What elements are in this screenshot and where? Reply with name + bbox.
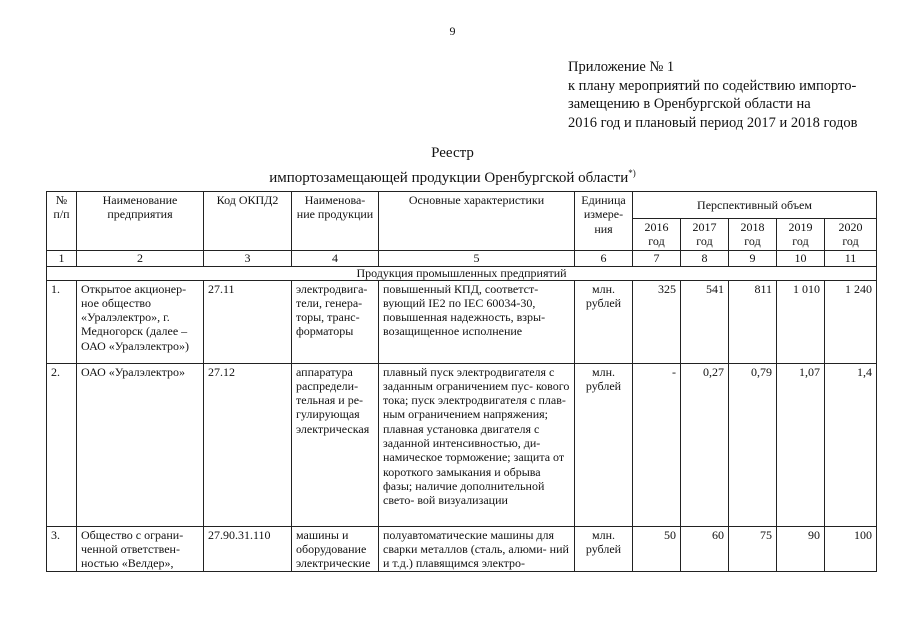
header-volume: Перспективный объем [633, 192, 877, 219]
header-unit: Единица измере- ния [575, 192, 633, 251]
row-code: 27.11 [204, 280, 292, 363]
registry-title-line2 [0, 163, 905, 188]
table-header-row [47, 192, 877, 219]
header-code: Код ОКПД2 [204, 192, 292, 251]
appendix-line: 2016 год и плановый период 2017 и 2018 годов [568, 114, 858, 131]
table-row [47, 526, 877, 572]
header-company: Наименование предприятия [77, 192, 204, 251]
column-index: 7 [633, 250, 681, 266]
row-specs: полуавтоматические машины для сварки металлов (сталь, алюми- ний и т.д.) плавящимся электро- [379, 526, 575, 572]
row-product: аппаратура распредели- тельная и ре- гулирующая электрическая [292, 363, 379, 526]
row-unit: млн. рублей [575, 363, 633, 526]
column-index: 3 [204, 250, 292, 266]
column-index: 10 [777, 250, 825, 266]
row-code: 27.12 [204, 363, 292, 526]
row-value-2020: 100 [825, 526, 877, 572]
row-company: Открытое акционер- ное общество «Уралэлектро», г. Медногорск (далее – ОАО «Уралэлектро») [77, 280, 204, 363]
header-num: № п/п [47, 192, 77, 251]
row-product: машины и оборудование электрические [292, 526, 379, 572]
column-index-row [47, 250, 877, 266]
header-year: 2016 год [633, 219, 681, 251]
row-unit: млн. рублей [575, 280, 633, 363]
section-title: Продукция промышленных предприятий [47, 266, 877, 280]
row-num: 1. [47, 280, 77, 363]
footnote-mark: *) [628, 168, 636, 178]
header-year: 2018 год [729, 219, 777, 251]
column-index: 5 [379, 250, 575, 266]
row-specs: плавный пуск электродвигателя с заданным ограничением пус- кового тока; пуск электродвигателя с плав- ным ограничением напряжения; плавная установка двигателя с заданной интенсивностью, ди- намическое торможение; защита от короткого замыкания и обрыва фазы; наличие дополнительной свето- вой визуализации [379, 363, 575, 526]
header-year: 2020 год [825, 219, 877, 251]
column-index: 9 [729, 250, 777, 266]
header-specs: Основные характеристики [379, 192, 575, 251]
appendix-line: замещению в Оренбургской области на [568, 96, 811, 112]
row-value-2016: - [633, 363, 681, 526]
row-value-2020: 1 240 [825, 280, 877, 363]
table-row [47, 280, 877, 363]
row-value-2016: 325 [633, 280, 681, 363]
column-index: 8 [681, 250, 729, 266]
row-value-2017: 60 [681, 526, 729, 572]
row-specs: повышенный КПД, соответст- вующий IE2 по IEC 60034-30, повышенная надежность, взры- возащищенное исполнение [379, 280, 575, 363]
row-value-2018: 0,79 [729, 363, 777, 526]
row-value-2018: 75 [729, 526, 777, 572]
column-index: 4 [292, 250, 379, 266]
row-num: 3. [47, 526, 77, 572]
row-company: Общество с ограни- ченной ответствен- ностью «Велдер», [77, 526, 204, 572]
registry-table [46, 191, 877, 572]
row-value-2017: 541 [681, 280, 729, 363]
row-value-2018: 811 [729, 280, 777, 363]
registry-title [0, 143, 905, 188]
registry-title-text: импортозамещающей продукции Оренбургской области [269, 170, 629, 186]
column-index: 11 [825, 250, 877, 266]
row-code: 27.90.31.110 [204, 526, 292, 572]
row-value-2017: 0,27 [681, 363, 729, 526]
appendix-line: к плану мероприятий по содействию импорто- [568, 77, 857, 94]
row-num: 2. [47, 363, 77, 526]
row-value-2019: 90 [777, 526, 825, 572]
row-company: ОАО «Уралэлектро» [77, 363, 204, 526]
table-row [47, 363, 877, 526]
row-value-2016: 50 [633, 526, 681, 572]
row-value-2020: 1,4 [825, 363, 877, 526]
header-product: Наименова- ние продукции [292, 192, 379, 251]
header-year: 2019 год [777, 219, 825, 251]
appendix-block [568, 58, 857, 132]
row-unit: млн. рублей [575, 526, 633, 572]
row-value-2019: 1,07 [777, 363, 825, 526]
section-row [47, 266, 877, 280]
page-number: 9 [449, 24, 456, 38]
column-index: 2 [77, 250, 204, 266]
column-index: 1 [47, 250, 77, 266]
row-value-2019: 1 010 [777, 280, 825, 363]
appendix-line: Приложение № 1 [568, 59, 675, 75]
row-product: электродвига- тели, генера- торы, транс- форматоры [292, 280, 379, 363]
header-year: 2017 год [681, 219, 729, 251]
registry-title-line1: Реестр [431, 145, 474, 161]
column-index: 6 [575, 250, 633, 266]
